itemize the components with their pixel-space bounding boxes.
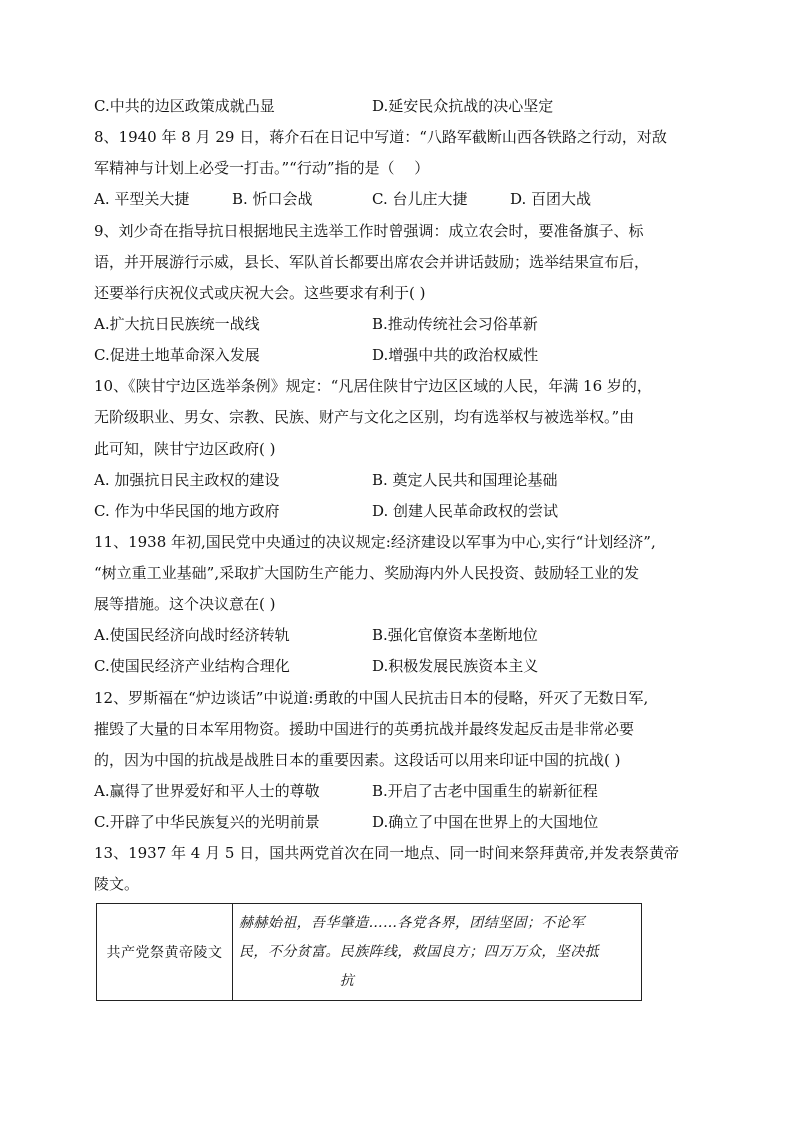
q11-option-a: A.使国民经济向战时经济转轨 — [94, 626, 290, 644]
table-body-cell — [233, 904, 642, 1001]
q12-option-a: A.赢得了世界爱好和平人士的尊敬 — [94, 782, 320, 800]
q10-line-1: 10、《陕甘宁边区选举条例》规定：“凡居住陕甘宁边区区域的人民，年满 16 岁的， — [94, 377, 652, 395]
q10-option-b: B. 奠定人民共和国理论基础 — [372, 471, 558, 489]
q9-option-b: B.推动传统社会习俗革新 — [372, 315, 538, 333]
table-body-line-2: 民，不分贫富。民族阵线，救国良方；四万万众，坚决抵 — [239, 943, 599, 960]
q11-option-c: C.使国民经济产业结构合理化 — [94, 657, 290, 675]
q8-option-c: C. 台儿庄大捷 — [372, 190, 468, 208]
table-header-cell: 共产党祭黄帝陵文 — [97, 904, 233, 1001]
q13-line-2: 陵文。 — [94, 875, 140, 893]
q9-line-2: 语，并开展游行示威，县长、军队首长都要出席农会并讲话鼓励；选举结果宣布后， — [94, 253, 650, 271]
table-body-line-3: 抗 — [339, 972, 355, 989]
q13-table — [96, 903, 642, 1001]
q8-option-d: D. 百团大战 — [510, 190, 592, 208]
q11-line-1: 11、1938 年初,国民党中央通过的决议规定:经济建设以军事为中心,实行“计划经济”, — [94, 533, 656, 551]
table-body-line-1: 赫赫始祖，吾华肇造……各党各界，团结坚固；不论军 — [239, 914, 585, 931]
q8-line-2: 军精神与计划上必受一打击。”“行动”指的是（ ） — [94, 159, 430, 177]
q7-option-c: C.中共的边区政策成就凸显 — [94, 97, 275, 115]
q7-option-d: D.延安民众抗战的决心坚定 — [372, 97, 554, 115]
q12-option-b: B.开启了古老中国重生的崭新征程 — [372, 782, 598, 800]
q8-line-1: 8、1940 年 8 月 29 日，蒋介石在日记中写道：“八路军截断山西各铁路之行动，对敌 — [94, 128, 667, 146]
q10-line-2: 无阶级职业、男女、宗教、民族、财产与文化之区别，均有选举权与被选举权。”由 — [94, 408, 635, 426]
q10-option-d: D. 创建人民革命政权的尝试 — [372, 502, 559, 520]
q12-option-d: D.确立了中国在世界上的大国地位 — [372, 813, 599, 831]
q12-line-1: 12、罗斯福在“炉边谈话”中说道:勇敢的中国人民抗击日本的侵略，歼灭了无数日军, — [94, 689, 649, 707]
q10-line-3: 此可知，陕甘宁边区政府( ) — [94, 440, 276, 458]
q12-line-2: 摧毁了大量的日本军用物资。援助中国进行的英勇抗战并最终发起反击是非常必要 — [94, 720, 635, 738]
q11-line-3: 展等措施。这个决议意在( ) — [94, 595, 276, 613]
table-row — [97, 904, 642, 1001]
q12-option-c: C.开辟了中华民族复兴的光明前景 — [94, 813, 320, 831]
q11-line-2: “树立重工业基础”,采取扩大国防生产能力、奖励海内外人民投资、鼓励轻工业的发 — [94, 564, 640, 582]
q9-option-a: A.扩大抗日民族统一战线 — [94, 315, 260, 333]
q9-option-d: D.增强中共的政治权威性 — [372, 346, 539, 364]
q10-option-a: A. 加强抗日民主政权的建设 — [94, 471, 280, 489]
q11-option-b: B.强化官僚资本垄断地位 — [372, 626, 538, 644]
q8-option-a: A. 平型关大捷 — [94, 190, 190, 208]
q10-option-c: C. 作为中华民国的地方政府 — [94, 502, 280, 520]
q9-option-c: C.促进土地革命深入发展 — [94, 346, 260, 364]
q11-option-d: D.积极发展民族资本主义 — [372, 657, 539, 675]
q13-line-1: 13、1937 年 4 月 5 日，国共两党首次在同一地点、同一时间来祭拜黄帝,并发表祭黄帝 — [94, 844, 679, 862]
q12-line-3: 的，因为中国的抗战是战胜日本的重要因素。这段话可以用来印证中国的抗战( ) — [94, 751, 621, 769]
q9-line-3: 还要举行庆祝仪式或庆祝大会。这些要求有利于( ) — [94, 284, 426, 302]
q9-line-1: 9、刘少奇在指导抗日根据地民主选举工作时曾强调：成立农会时，要准备旗子、标 — [94, 222, 644, 240]
q8-option-b: B. 忻口会战 — [232, 190, 313, 208]
